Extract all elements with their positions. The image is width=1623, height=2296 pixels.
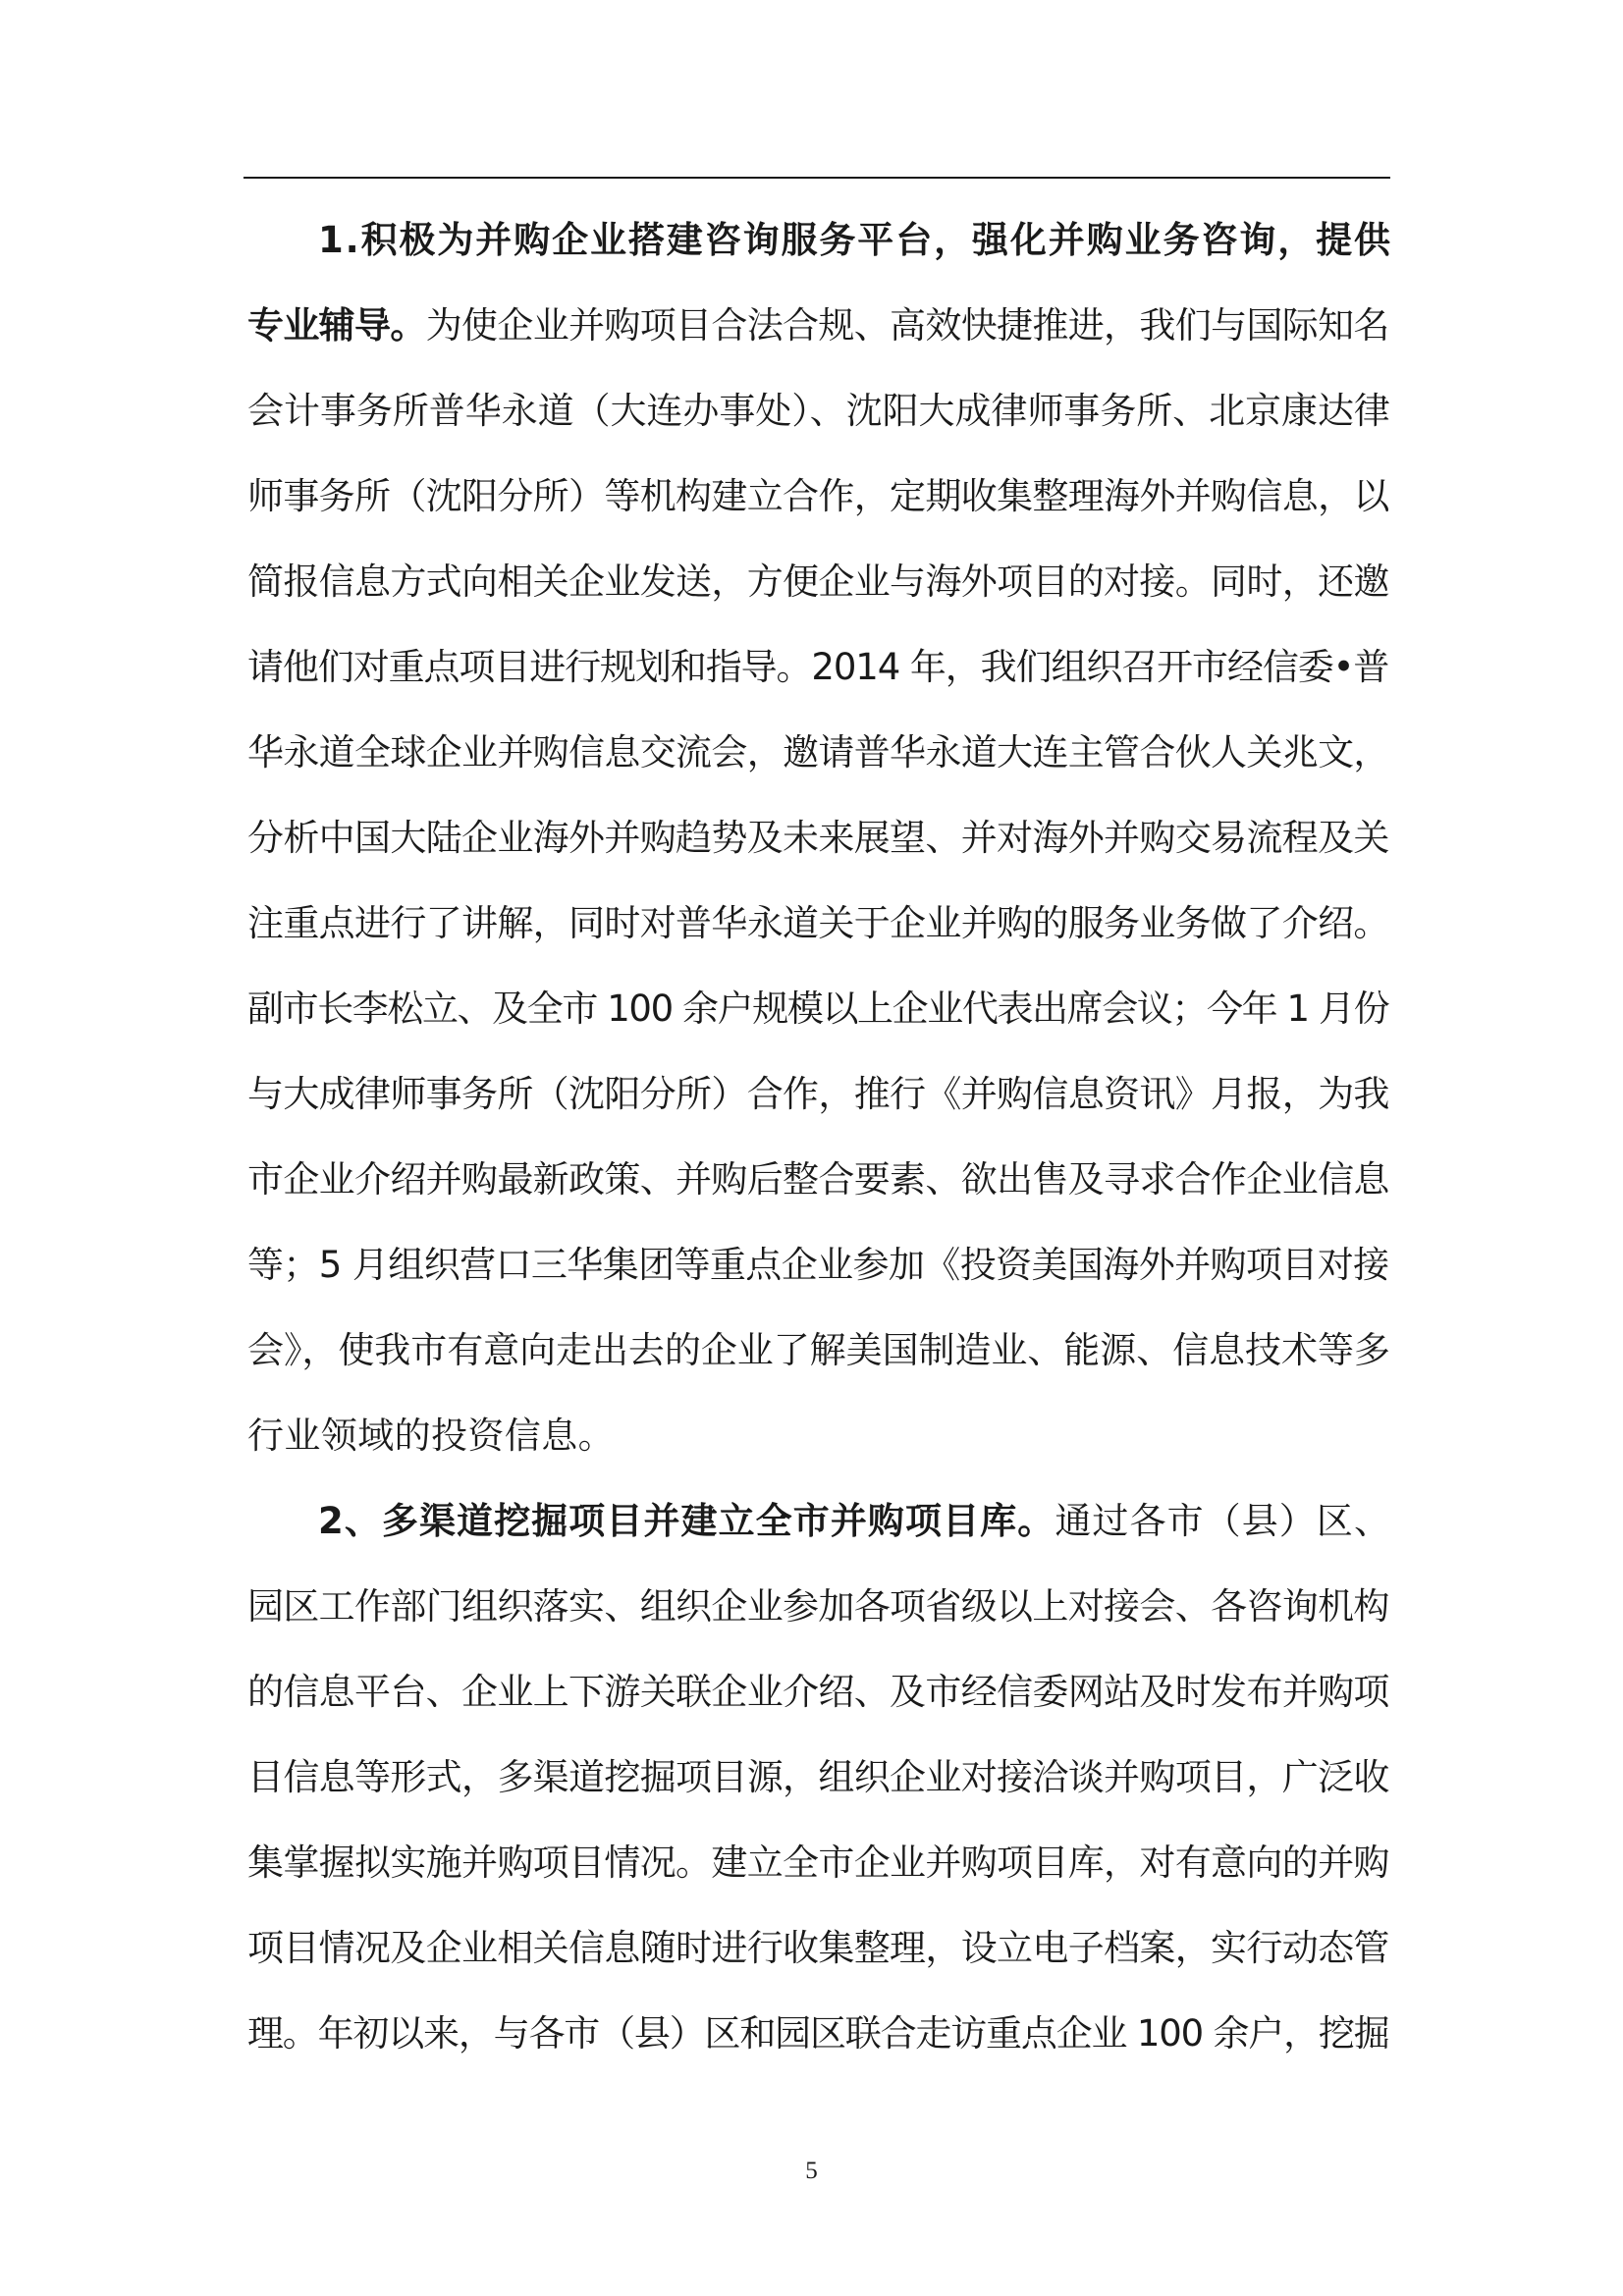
- paragraph-1-line-4: [247, 467, 1389, 526]
- text-run: 会计事务所普华永道（大连办事处）、沈阳大成律师事务所、北京康达律: [247, 390, 1390, 432]
- text-run: 目信息等形式，多渠道挖掘项目源，组织企业对接洽谈并购项目，广泛收: [247, 1756, 1389, 1798]
- text-run: 项目情况及企业相关信息随时进行收集整理，设立电子档案，实行动态管: [247, 1927, 1389, 1969]
- paragraph-2-heading: 2、多渠道挖掘项目并建立全市并购项目库。: [318, 1500, 1055, 1542]
- text-run: 注重点进行了讲解，同时对普华永道关于企业并购的服务业务做了介绍。: [247, 902, 1389, 944]
- paragraph-1-line-9: [247, 894, 1389, 953]
- paragraph-2-line-7: [247, 2004, 1389, 2063]
- text-run: 华永道全球企业并购信息交流会，邀请普华永道大连主管合伙人关兆文，: [247, 731, 1389, 774]
- paragraph-1-line-10: [247, 980, 1388, 1039]
- paragraph-1-line-15: [247, 1407, 615, 1466]
- paragraph-2-line-5: [247, 1834, 1389, 1893]
- paragraph-1-heading-end: 专业辅导。: [247, 304, 426, 347]
- text-run: 与大成律师事务所（沈阳分所）合作，推行《并购信息资讯》月报，为我: [247, 1073, 1389, 1115]
- text-run: 通过各市（县）区、: [1055, 1500, 1392, 1542]
- paragraph-1-line-6: [247, 638, 1388, 697]
- text-run: 行业领域的投资信息。: [247, 1415, 615, 1457]
- text-run: 简报信息方式向相关企业发送，方便企业与海外项目的对接。同时，还邀: [247, 561, 1389, 603]
- paragraph-1-heading: 1.积极为并购企业搭建咨询服务平台，强化并购业务咨询，提供: [318, 219, 1392, 261]
- paragraph-2-line-2: [247, 1577, 1389, 1636]
- text-run: 分析中国大陆企业海外并购趋势及未来展望、并对海外并购交易流程及关: [247, 817, 1389, 859]
- paragraph-2-line-6: [247, 1919, 1389, 1978]
- paragraph-1-line-3: [247, 382, 1390, 441]
- text-run: 会》，使我市有意向走出去的企业了解美国制造业、能源、信息技术等多: [247, 1329, 1390, 1371]
- text-run: 为使企业并购项目合法合规、高效快捷推进，我们与国际知名: [425, 304, 1389, 347]
- header-rule: [243, 177, 1390, 179]
- paragraph-1-line-5: [247, 553, 1389, 612]
- text-run: 理。年初以来，与各市（县）区和园区联合走访重点企业 100 余户，挖掘: [247, 2012, 1389, 2055]
- text-run: 市企业介绍并购最新政策、并购后整合要素、欲出售及寻求合作企业信息: [247, 1158, 1389, 1201]
- text-run: 园区工作部门组织落实、组织企业参加各项省级以上对接会、各咨询机构: [247, 1585, 1389, 1628]
- paragraph-2-line-1: [318, 1492, 1391, 1551]
- paragraph-1-line-14: [247, 1321, 1390, 1380]
- paragraph-2-line-3: [247, 1663, 1389, 1722]
- paragraph-1-line-7: [247, 723, 1389, 782]
- paragraph-1-line-12: [247, 1150, 1389, 1209]
- paragraph-1-line-2: [247, 296, 1389, 355]
- text-run: 请他们对重点项目进行规划和指导。2014 年，我们组织召开市经信委•普: [247, 646, 1389, 688]
- text-run: 等；5 月组织营口三华集团等重点企业参加《投资美国海外并购项目对接: [247, 1244, 1389, 1286]
- paragraph-1-line-1: [318, 211, 1392, 270]
- paragraph-1-line-13: [247, 1236, 1389, 1295]
- paragraph-2-line-4: [247, 1748, 1389, 1807]
- paragraph-1-line-11: [247, 1065, 1389, 1124]
- paragraph-1-line-8: [247, 809, 1389, 868]
- page-number: 5: [805, 2158, 818, 2184]
- text-run: 集掌握拟实施并购项目情况。建立全市企业并购项目库，对有意向的并购: [247, 1842, 1389, 1884]
- text-run: 副市长李松立、及全市 100 余户规模以上企业代表出席会议；今年 1 月份: [247, 988, 1389, 1030]
- text-run: 的信息平台、企业上下游关联企业介绍、及市经信委网站及时发布并购项: [247, 1671, 1389, 1713]
- text-run: 师事务所（沈阳分所）等机构建立合作，定期收集整理海外并购信息，以: [247, 475, 1389, 517]
